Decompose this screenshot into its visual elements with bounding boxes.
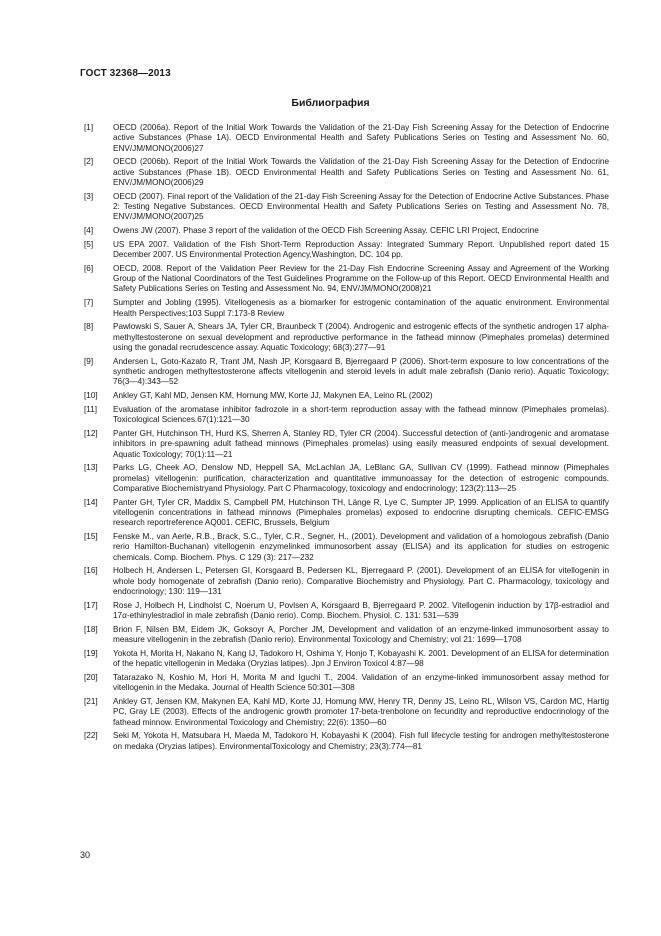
reference-item xyxy=(84,697,609,728)
reference-text: OECD (2007). Final report of the Validation of the 21-day Fish Screening Assay for the Detection of Endocrine Active Substances. Phase 2: Testing Negative Substances. OECD Environmental Health and Safety Publications Series on Testing and Assessment No. 78, ENV/JM/MONO(2007)25 xyxy=(113,191,609,222)
reference-text: Panter GH, Hutchinson TH, Hurd KS, Sherren A, Stanley RD, Tyler CR (2004). Successful detection of (anti-)androgenic and aromatase inhibitors in pre-spawning adult fathead minnows (Pimephales promelas) using easily measured endpoints of sexual development. Aquatic Toxicology; 70(1):11—21 xyxy=(113,429,609,459)
reference-text: Fenske M., van Aerle, R.B., Brack, S.C., Tyler, C.R., Segner, H., (2001). Development and validation of a homologous zebrafish (Danio rerio Hamilton-Buchanan) vitellogenin enzymelinked immunosorbent assay (ELISA) and its application for studies on estrogenic chemicals. Comp. Biochem. Phys. C 129 (3): 217—232 xyxy=(113,532,609,562)
reference-number: [16] xyxy=(84,566,98,576)
reference-text: Andersen L, Goto-Kazato R, Trant JM, Nash JP, Korsgaard B, Bjerregaard P (2006). Short-term exposure to low concentrations of the synthetic androgen methyltestosterone affects vitellogenin and steroid levels in adult male zebrafish (Danio rerio). Aquatic Toxicology; 76(3—4):343—52 xyxy=(113,356,609,387)
reference-text: Seki M, Yokota H, Matsubara H, Maeda M, Tadokoro H, Kobayashi K (2004). Fish full lifecycle testing for androgen methyltestosterone on medaka (Oryzias latipes). EnvironmentalToxicology and Chemistry; 23(3):774—81 xyxy=(113,731,609,751)
reference-item xyxy=(84,463,609,494)
reference-text: Evaluation of the aromatase inhibitor fadrozole in a short-term reproduction assay with the fathead minnow (Pimephales promelas). Toxicological Sciences.67(1):121—30 xyxy=(113,404,609,425)
reference-text: Pawlowski S, Sauer A, Shears JA, Tyler CR, Braunbeck T (2004). Androgenic and estrogenic effects of the synthetic androgen 17 alpha-methyltestosterone on sexual development and reproductive performance in the fathead minnow (Pimephales promelas) determined using the gonadal recrudescence assay. Aquatic Toxicology; 68(3):277—91 xyxy=(113,322,609,352)
reference-item xyxy=(84,322,609,353)
reference-item xyxy=(84,601,609,622)
reference-number: [17] xyxy=(84,600,98,610)
reference-item xyxy=(84,357,609,388)
reference-number: [15] xyxy=(84,532,98,542)
reference-item xyxy=(84,731,609,752)
reference-item xyxy=(84,123,609,154)
page-number: 30 xyxy=(80,850,91,860)
reference-text: Panter GH, Tyler CR, Maddix S, Campbell PM, Hutchinson TH, Länge R, Lye C, Sumpter JP, 1999. Application of an ELISA to quantify vitellogenin concentrations in fathead minnows (Pimephales promelas) exposed to endocrine disrupting chemicals. CEFIC-EMSG research reportreference AQ001. CEFIC, Brussels, Belgium xyxy=(113,497,609,528)
reference-text: Ankley GT, Kahl MD, Jensen KM, Hornung MW, Korte JJ, Makynen EA, Leino RL (2002) xyxy=(113,391,433,401)
reference-number: [10] xyxy=(84,391,98,401)
reference-item xyxy=(84,226,609,236)
reference-item xyxy=(84,625,609,646)
reference-text: Parks LG, Cheek AO, Denslow ND, Heppell SA, McLachlan JA, LeBlanc GA, Sullivan CV (1999). Fathead minnow (Pimephales promelas) vitellogenin: purification, characterization and quantitative immunoassay for the detection of estrogenic compounds. Comparative Biochemistryand Physiology. Part C Pharmacology, toxicology and endocrinology; 123(2):113—25 xyxy=(113,463,609,493)
reference-text: Rose J, Holbech H, Lindholst C, Noerum U, Povlsen A, Korsgaard B, Bjerregaard P. 2002. Vitellogenin induction by 17β-estradiol and 17α-ethinylestradiol in male zebrafish (Danio rerio). Comp. Biochem. Physiol. C. 131: 531—539 xyxy=(113,600,609,620)
bibliography-title: Библиография xyxy=(291,97,370,109)
reference-number: [8] xyxy=(84,322,94,332)
reference-number: [2] xyxy=(84,157,94,167)
reference-item xyxy=(84,298,609,319)
reference-number: [18] xyxy=(84,624,98,634)
reference-text: Tatarazako N, Koshio M, Hori H, Morita M and Iguchi T., 2004. Validation of an enzyme-linked immunosorbent assay method for vitellogenin in the Medaka. Journal of Health Science 50:301—308 xyxy=(113,673,609,693)
reference-text: Ankley GT, Jensen KM, Makynen EA, Kahl MD, Korte JJ, Homung MW, Henry TR, Denny JS, Leino RL, Wilson VS, Cardon MC, Hartig PC, Gray LE (2003). Effects of the androgenic growth promoter 17-beta-trenbolone on fecundity and reproductive endocrinology of the fathead minnow. Environmental Toxicology and Chemistry; 22(6): 1350—60 xyxy=(113,697,609,727)
reference-list xyxy=(84,123,609,756)
reference-item xyxy=(84,391,609,401)
reference-number: [22] xyxy=(84,731,98,741)
reference-item xyxy=(84,532,609,563)
reference-text: OECD (2006a). Report of the Initial Work Towards the Validation of the 21-Day Fish Screening Assay for the Detection of Endocrine active Substances (Phase 1A). OECD Environmental Health and Safety Publications Series on Testing and Assessment No. 60, ENV/JM/MONO(2006)27 xyxy=(113,123,609,153)
reference-number: [11] xyxy=(84,404,98,414)
reference-text: Owens JW (2007). Phase 3 report of the validation of the OECD Fish Screening Assay. CEFIC LRI Project, Endocrine xyxy=(113,226,539,236)
reference-item xyxy=(84,192,609,223)
reference-item xyxy=(84,157,609,188)
reference-text: Yokota H, Morita H, Nakano N, Kang IJ, Tadokoro H, Oshima Y, Honjo T, Kobayashi K. 2001. Development of an ELISA for determination of the hepatic vitellogenin in Medaka (Oryzias latipes). Jpn J Environ Toxicol 4:87—98 xyxy=(113,648,609,669)
reference-item xyxy=(84,649,609,670)
reference-number: [6] xyxy=(84,263,94,273)
reference-item xyxy=(84,240,609,261)
reference-item xyxy=(84,264,609,295)
reference-number: [3] xyxy=(84,191,94,201)
reference-number: [1] xyxy=(84,123,94,132)
reference-number: [14] xyxy=(84,497,98,507)
reference-item xyxy=(84,566,609,597)
reference-item xyxy=(84,498,609,529)
reference-text: OECD (2006b). Report of the Initial Work Towards the Validation of the 21-Day Fish Screening Assay for the Detection of Endocrine active Substances (Phase 1B). OECD Environmental Health and Safety Publications Series on Testing and Assessment No. 61, ENV/JM/MONO(2006)29 xyxy=(113,157,609,187)
reference-item xyxy=(84,673,609,694)
reference-item xyxy=(84,405,609,426)
reference-text: Brion F, Nilsen BM, Eidem JK, Goksoyr A, Porcher JM, Development and validation of an enzyme-linked immunosorbent assay to measure vitellogenin in the zebrafish (Danio rerio). Environmental Toxicology and Chemistry; vol 21: 1699—1708 xyxy=(113,624,609,645)
reference-number: [4] xyxy=(84,226,94,236)
reference-item xyxy=(84,429,609,460)
reference-text: Holbech H, Andersen L, Petersen GI, Korsgaard B, Pedersen KL, Bjerregaard P. (2001). Development of an ELISA for vitellogenin in whole body homogenate of zebrafish (Danio rerio). Comparative Biochemistry and Physiology. Part C. Pharmacology, toxicology and endocrinology; 130: 119—131 xyxy=(113,566,609,596)
reference-number: [5] xyxy=(84,239,94,249)
reference-text: Sumpter and Jobling (1995). Vitellogenesis as a biomarker for estrogenic contamination of the aquatic environment. Environmental Health Perspectives;103 Suppl 7:173-8 Review xyxy=(113,298,609,318)
reference-number: [7] xyxy=(84,298,94,308)
reference-text: OECD, 2008. Report of the Validation Peer Review for the 21-Day Fish Endocrine Screening Assay and Agreement of the Working Group of the National Coordinators of the Test Guidelines Programme on the Follow-up of this Report. OECD Environmental Health and Safety Publications Series on Testing and Assessment No. 94, ENV/JM/MONO(2008)21 xyxy=(113,263,609,294)
reference-number: [19] xyxy=(84,648,98,658)
reference-number: [9] xyxy=(84,356,94,366)
document-header: ГОСТ 32368—2013 xyxy=(80,68,171,79)
reference-number: [13] xyxy=(84,463,98,473)
reference-number: [21] xyxy=(84,697,98,707)
reference-text: US EPA 2007. Validation of the Fish Short-Term Reproduction Assay: Integrated Summary Report. Unpublished report dated 15 December 2007. US Environmental Protection Agency,Washington, DC. 104 pp. xyxy=(113,239,609,260)
reference-number: [20] xyxy=(84,673,98,683)
reference-number: [12] xyxy=(84,429,98,439)
